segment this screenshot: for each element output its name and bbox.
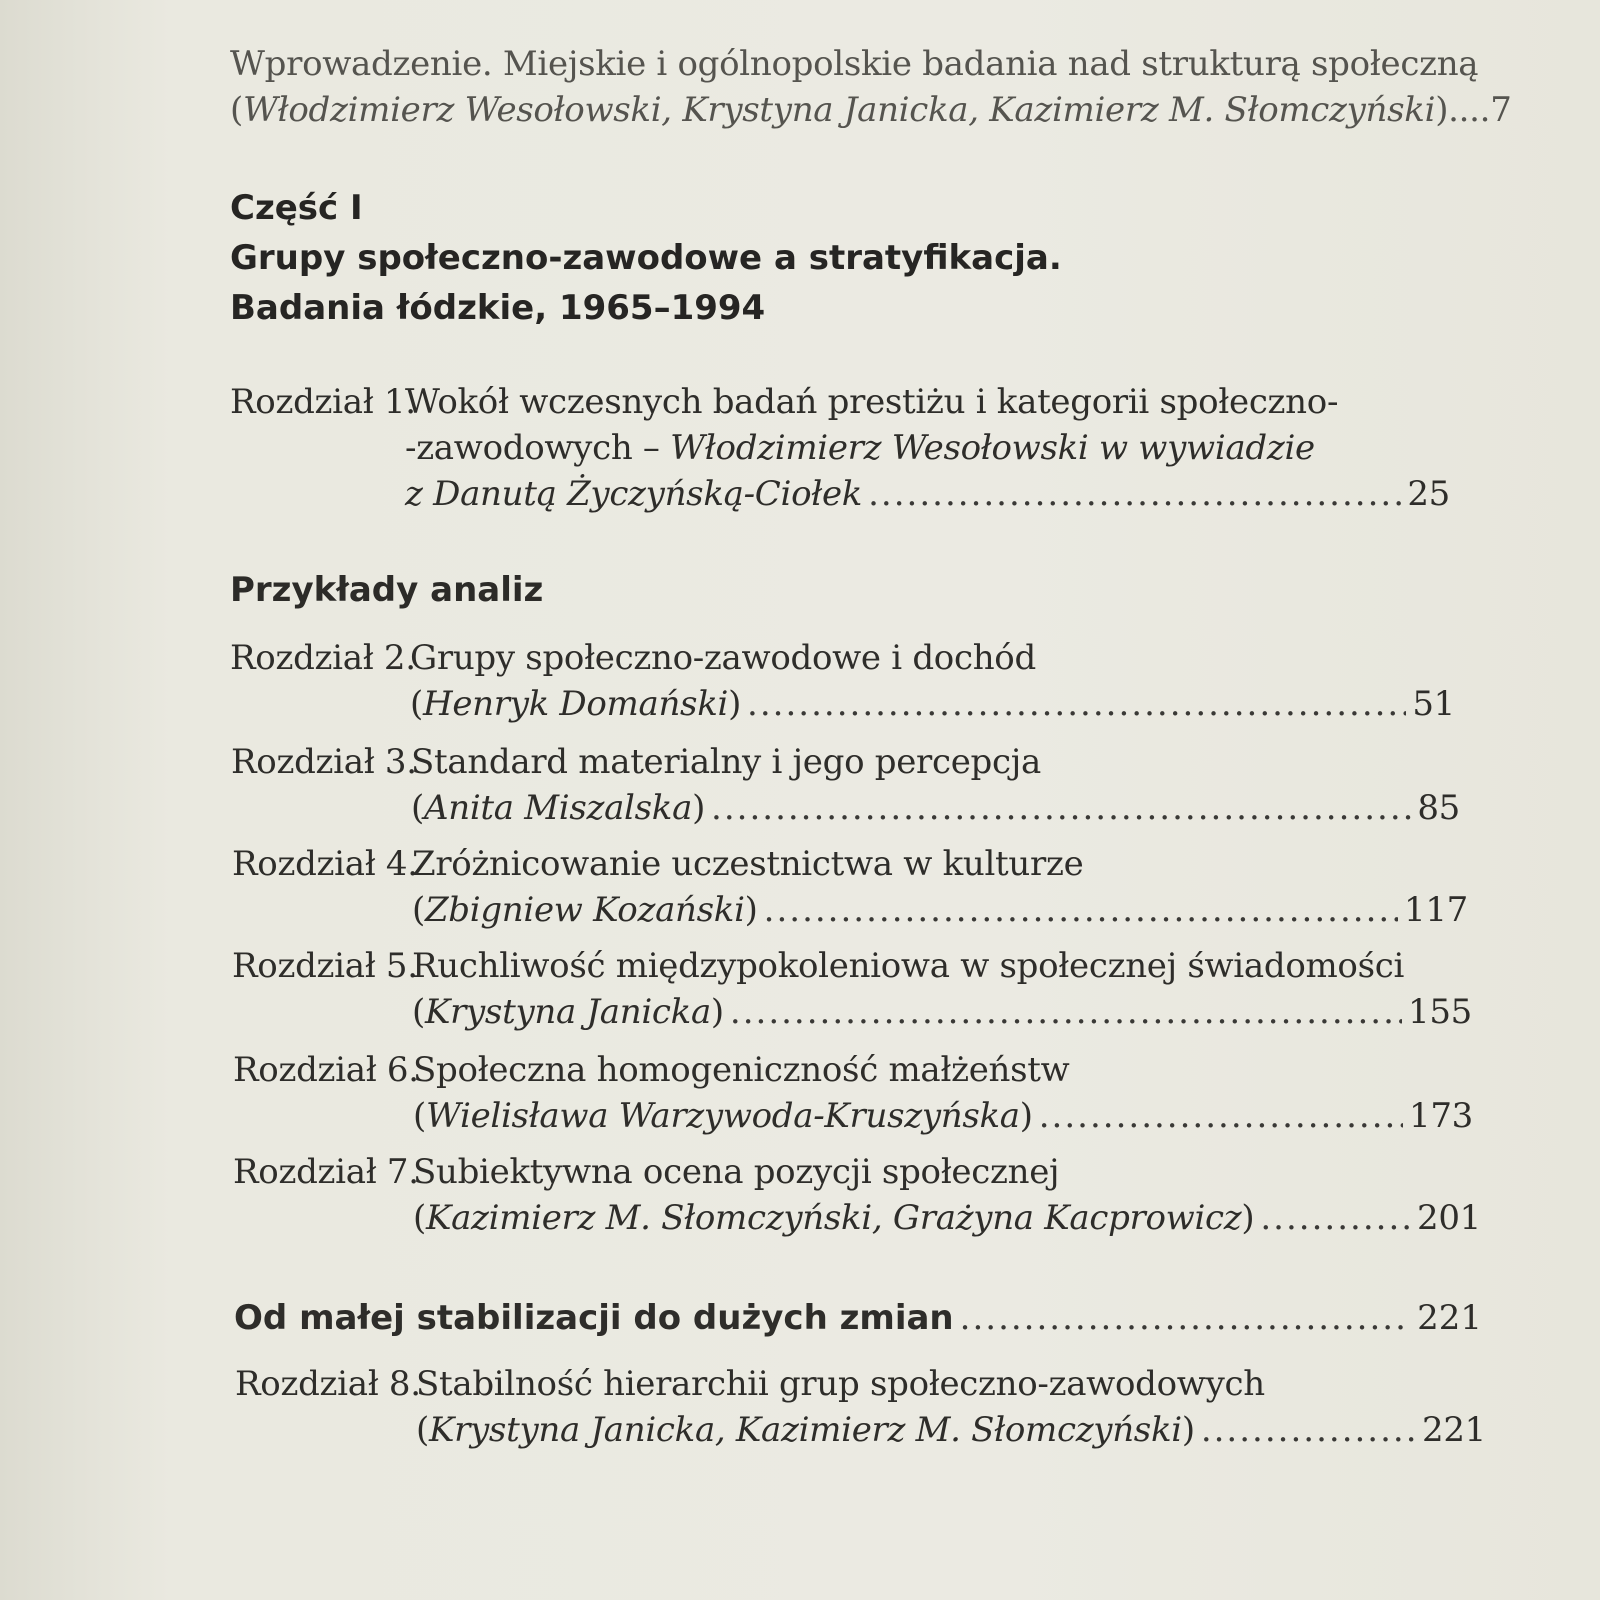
chapter8-page-number: 221: [1422, 1410, 1486, 1450]
part-title-line1: Grupy społeczno-zawodowe a stratyfikacja.: [230, 238, 1062, 278]
dot-leader: [711, 786, 1411, 830]
chapter2-author-line: [410, 682, 1455, 726]
chapter1-line2-plain: -zawodowych –: [405, 428, 671, 468]
intro-title: Wprowadzenie. Miejskie i ogólnopolskie badania nad strukturą społeczną: [230, 44, 1479, 84]
chapter8-label: Rozdział 8.: [235, 1364, 421, 1404]
chapter8-title: Stabilność hierarchii grup społeczno-zawodowych: [416, 1364, 1265, 1404]
dot-leader: [730, 990, 1402, 1034]
chapter8-author: Krystyna Janicka, Kazimierz M. Słomczyński: [428, 1410, 1182, 1450]
chapter2-author: Henryk Domański: [422, 684, 729, 724]
chapter3-author-line: [411, 786, 1460, 830]
chapter1-label: Rozdział 1.: [230, 382, 416, 422]
chapter6-label: Rozdział 6.: [233, 1050, 419, 1090]
part-title-line2: Badania łódzkie, 1965–1994: [230, 288, 766, 328]
chapter7-title: Subiektywna ocena pozycji społecznej: [413, 1152, 1060, 1192]
chapter4-label: Rozdział 4.: [232, 844, 418, 884]
chapter1-line2-italic: Włodzimierz Wesołowski w wywiadzie: [670, 428, 1315, 468]
chapter5-author-line: [412, 990, 1472, 1034]
chapter4-author-line: [412, 888, 1468, 932]
chapter5-page-number: 155: [1408, 992, 1472, 1032]
dot-leader: [764, 888, 1398, 932]
paren-close: ): [744, 890, 758, 930]
dot-leader: [960, 1296, 1411, 1340]
chapter2-label: Rozdział 2.: [230, 638, 416, 678]
chapter4-author: Zbigniew Kozański: [424, 890, 745, 930]
intro-page-number: 7: [1490, 90, 1512, 130]
dot-leader: [1039, 1094, 1403, 1138]
chapter5-author: Krystyna Janicka: [424, 992, 711, 1032]
chapter1-page-number: 25: [1407, 474, 1450, 514]
paren-open: (: [413, 1198, 426, 1238]
intro-authors-line: [230, 88, 1512, 132]
chapter2-page-number: 51: [1412, 684, 1455, 724]
chapter1-interviewer: z Danutą Życzyńską-Ciołek: [405, 474, 863, 514]
paren-close: ): [1241, 1198, 1255, 1238]
paren-close: ): [1019, 1096, 1033, 1136]
paren-close: ): [692, 788, 706, 828]
paren-open: (: [410, 684, 423, 724]
chapter6-title: Społeczna homogeniczność małżeństw: [413, 1050, 1070, 1090]
chapter2-title: Grupy społeczno-zawodowe i dochód: [410, 638, 1036, 678]
part-label: Część I: [230, 188, 363, 228]
chapter7-label: Rozdział 7.: [233, 1152, 419, 1192]
chapter5-label: Rozdział 5.: [232, 946, 418, 986]
chapter3-page-number: 85: [1417, 788, 1460, 828]
chapter6-author-line: [413, 1094, 1473, 1138]
chapter4-page-number: 117: [1404, 890, 1468, 930]
chapter7-page-number: 201: [1417, 1198, 1481, 1238]
intro-open-paren: (: [230, 90, 243, 130]
chapter1-title-line1: Wokół wczesnych badań prestiżu i kategorii społeczno-: [405, 382, 1339, 422]
paren-open: (: [413, 1096, 426, 1136]
chapter1-title-line2: [405, 426, 1315, 470]
chapter3-title: Standard materialny i jego percepcja: [411, 742, 1041, 782]
chapter3-author: Anita Miszalska: [423, 788, 693, 828]
chapter5-title: Ruchliwość międzypokoleniowa w społecznej świadomości: [412, 946, 1405, 986]
dot-leader: [868, 472, 1401, 516]
chapter3-label: Rozdział 3.: [231, 742, 417, 782]
chapter1-entry-line3: [405, 472, 1450, 516]
paren-open: (: [412, 992, 425, 1032]
chapter4-title: Zróżnicowanie uczestnictwa w kulturze: [412, 844, 1084, 884]
paren-open: (: [412, 890, 425, 930]
dot-leader: [747, 682, 1406, 726]
dot-leader: [1260, 1196, 1411, 1240]
paren-close: ): [728, 684, 742, 724]
section-stability-heading: [234, 1296, 1482, 1340]
section-examples-heading: Przykłady analiz: [230, 570, 544, 610]
chapter6-page-number: 173: [1409, 1096, 1473, 1136]
chapter6-author: Wielisława Warzywoda-Kruszyńska: [425, 1096, 1020, 1136]
chapter7-author-line: [413, 1196, 1481, 1240]
dot-leader: [1201, 1408, 1416, 1452]
paren-open: (: [411, 788, 424, 828]
paren-close: ): [710, 992, 724, 1032]
intro-close: )....: [1435, 90, 1491, 130]
chapter8-author-line: [416, 1408, 1486, 1452]
chapter7-author: Kazimierz M. Słomczyński, Grażyna Kacprowicz: [425, 1198, 1242, 1238]
section-stability-page-number: 221: [1417, 1298, 1482, 1338]
paren-close: ): [1181, 1410, 1195, 1450]
intro-authors: Włodzimierz Wesołowski, Krystyna Janicka, Kazimierz M. Słomczyński: [242, 90, 1436, 130]
page-gutter-shadow: [0, 0, 80, 1600]
section-stability-title: Od małej stabilizacji do dużych zmian: [234, 1298, 954, 1338]
paren-open: (: [416, 1410, 429, 1450]
